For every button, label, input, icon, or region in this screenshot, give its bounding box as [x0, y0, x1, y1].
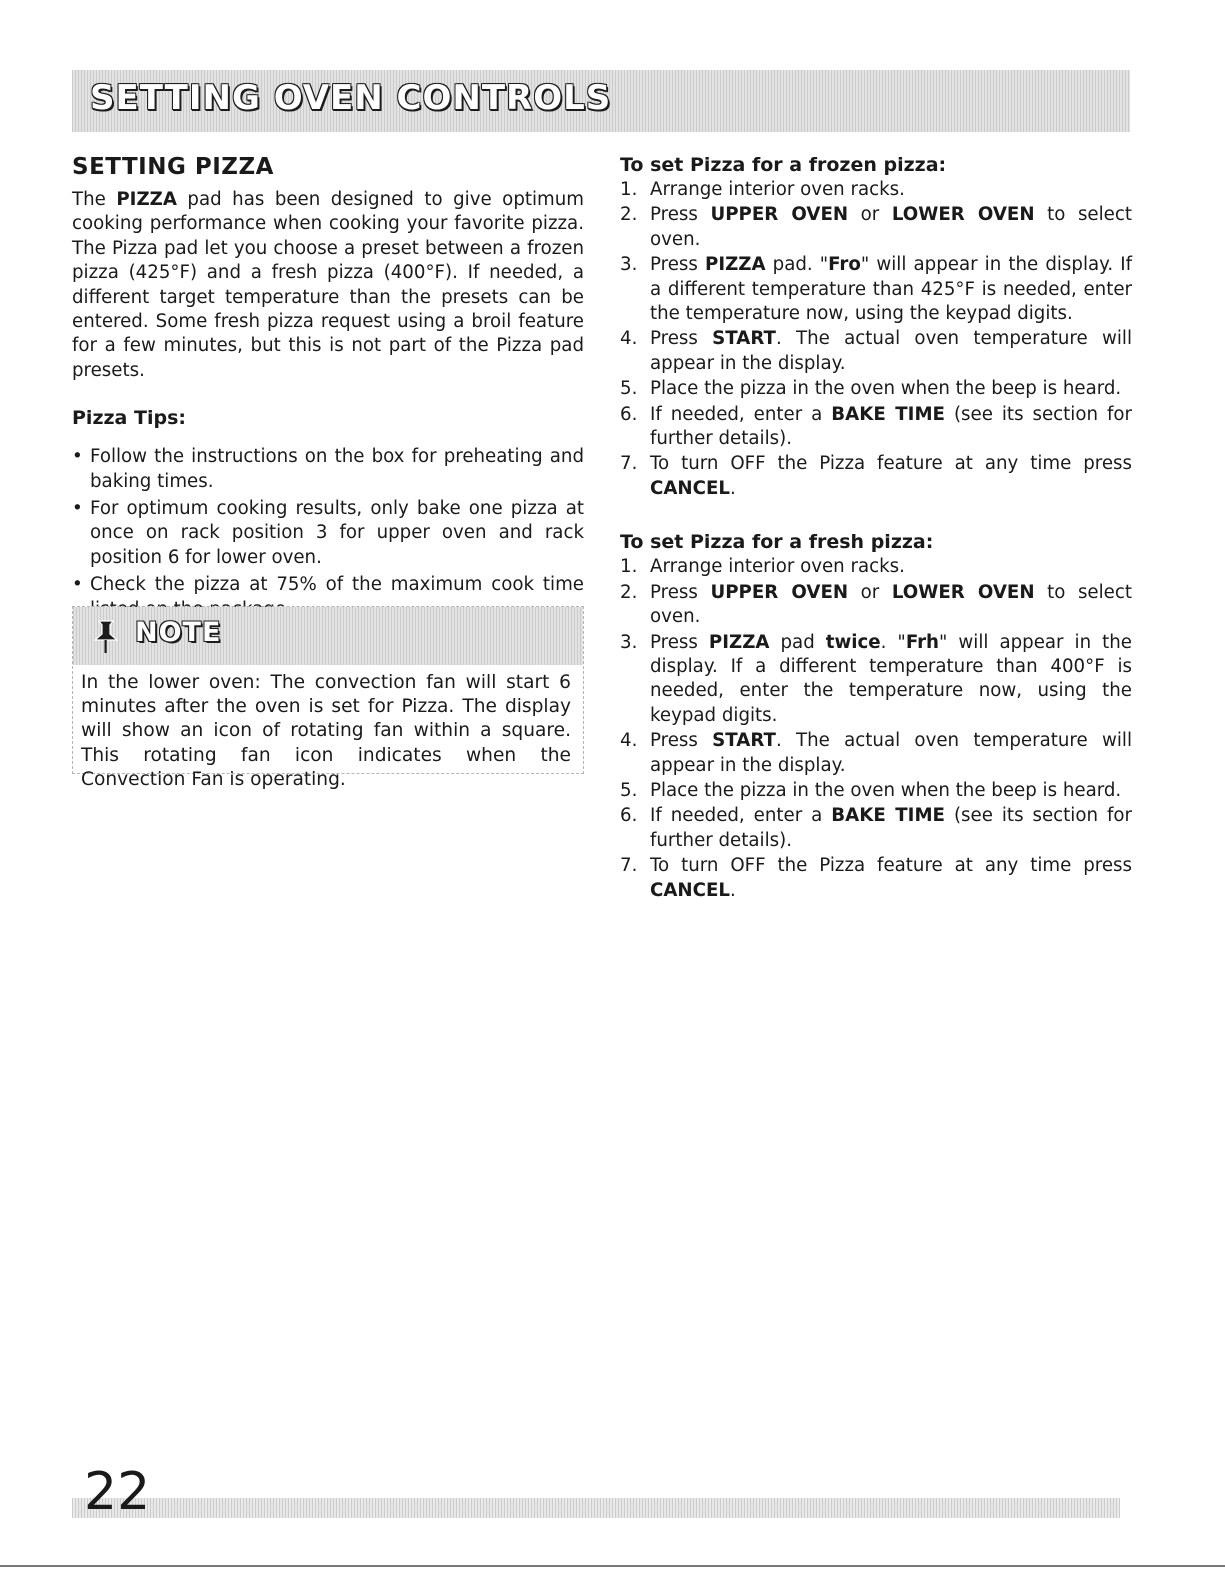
step-text: Press: [650, 254, 705, 276]
tip-item: • For optimum cooking results, only bake one pizza at once on rack position 3 for upper oven and rack position 6 for lower oven.: [72, 497, 584, 570]
bake-time-key: BAKE TIME: [831, 403, 945, 425]
note-box: [72, 606, 584, 790]
step-text: pad. ": [765, 254, 829, 276]
step-text: or: [848, 204, 892, 226]
step-text: . ": [880, 631, 906, 653]
step-text: Place the pizza in the oven when the beep is heard.: [650, 378, 1122, 400]
step-number: 6.: [620, 805, 638, 827]
step-text: Press: [650, 581, 711, 603]
step-text: " will appear in the display. If a different temperature than 425°F is needed, enter the temperature now, using the keypad digits.: [650, 254, 1132, 325]
step-text: Place the pizza in the oven when the beep is heard.: [650, 779, 1122, 801]
step-number: 1.: [620, 179, 638, 200]
step-text: . The actual oven temperature will appear in the display.: [650, 328, 1132, 374]
step-text: To turn OFF the Pizza feature at any time press: [650, 855, 1132, 877]
step-number: 3.: [620, 631, 638, 653]
step-text: If needed, enter a: [650, 805, 832, 827]
page-number: 22: [84, 1462, 151, 1522]
display-code: Frh: [905, 631, 939, 653]
step-text: Arrange interior oven racks.: [650, 556, 905, 578]
step-text: to select oven.: [650, 204, 1132, 250]
step-text: or: [848, 581, 892, 603]
lower-oven-key: LOWER OVEN: [891, 204, 1035, 226]
tips-list: [72, 445, 584, 622]
step-item: [620, 377, 1132, 401]
note-header: [73, 607, 583, 665]
cancel-key: CANCEL: [650, 477, 731, 499]
left-column: [72, 152, 584, 625]
header-banner: [72, 70, 1130, 132]
lower-oven-key: LOWER OVEN: [891, 581, 1035, 603]
step-item: [620, 203, 1132, 252]
start-key: START: [712, 328, 776, 350]
tip-item: • Follow the instructions on the box for preheating and baking times.: [72, 445, 584, 494]
step-item: [620, 327, 1132, 376]
step-number: 4.: [620, 328, 638, 350]
step-text: Press: [650, 204, 711, 226]
start-key: START: [712, 730, 776, 752]
step-item: [620, 403, 1132, 452]
step-text: " will appear in the display. If a different temperature than 400°F is needed, enter the temperature now, using the keypad digits.: [650, 631, 1132, 726]
step-text: .: [730, 477, 736, 499]
step-text: to select oven.: [650, 581, 1132, 628]
section-heading: SETTING PIZZA: [72, 154, 274, 180]
tips-heading: Pizza Tips:: [72, 407, 186, 430]
upper-oven-key: UPPER OVEN: [710, 204, 849, 226]
pushpin-icon: [91, 619, 121, 659]
step-item: [620, 779, 1132, 803]
footer-bar: [72, 1498, 1120, 1518]
step-number: 2.: [620, 581, 638, 603]
fresh-steps: [620, 555, 1132, 903]
bottom-rule: [0, 1565, 1225, 1567]
step-number: 1.: [620, 556, 638, 578]
step-item: [620, 804, 1132, 853]
upper-oven-key: UPPER OVEN: [710, 581, 849, 603]
page-title: SETTING OVEN CONTROLS: [90, 78, 612, 118]
step-item: [620, 555, 1132, 579]
step-item: [620, 631, 1132, 729]
step-item: [620, 581, 1132, 630]
step-number: 3.: [620, 254, 638, 276]
step-item: [620, 854, 1132, 903]
step-text: To turn OFF the Pizza feature at any time press: [650, 453, 1132, 475]
step-text: Press: [650, 730, 713, 752]
pizza-pad-label: PIZZA: [116, 189, 177, 210]
step-item: [620, 253, 1132, 326]
step-number: 5.: [620, 378, 638, 400]
step-text: . The actual oven temperature will appear in the display.: [650, 730, 1132, 776]
frozen-steps: [620, 178, 1132, 501]
step-text: pad: [769, 631, 826, 653]
step-number: 7.: [620, 855, 638, 877]
cancel-key: CANCEL: [650, 879, 731, 901]
step-text: (see its section for further details).: [650, 805, 1133, 851]
step-number: 2.: [620, 204, 638, 226]
step-item: [620, 178, 1132, 202]
step-item: [620, 452, 1132, 501]
step-number: 7.: [620, 453, 638, 475]
intro-post: pad has been designed to give optimum cooking performance when cooking your favorite pizza. The Pizza pad let you choose a preset between a frozen pizza (425°F) and a fresh pizza (400°F). If needed, a different target temperature than the presets can be entered. Some fresh pizza request using a broil feature for a few minutes, but this is not part of the Pizza pad presets.: [72, 189, 585, 381]
tip-item: • Check the pizza at 75% of the maximum cook time: [72, 573, 584, 622]
intro-pre: The: [72, 189, 117, 210]
pizza-key: PIZZA: [704, 254, 766, 276]
step-number: 4.: [620, 730, 638, 752]
note-text: In the lower oven: The convection fan will start 6 minutes after the oven is set for Pizza. The display will show an icon of rotating fan within a square. This rotating fan icon indicates when the Convection Fan is operating.: [81, 672, 571, 790]
bake-time-key: BAKE TIME: [831, 805, 945, 827]
fresh-heading: To set Pizza for a fresh pizza:: [620, 531, 934, 554]
step-text: If needed, enter a: [650, 403, 832, 425]
step-text: (see its section for further details).: [650, 403, 1133, 450]
step-number: 6.: [620, 403, 638, 425]
step-text: Press: [650, 631, 709, 653]
step-text: .: [730, 879, 736, 901]
step-item: [620, 729, 1132, 778]
pizza-key: PIZZA: [708, 631, 770, 653]
intro-paragraph: [72, 188, 584, 383]
step-text: Press: [650, 328, 713, 350]
note-title: NOTE: [135, 617, 222, 648]
step-text: Arrange interior oven racks.: [650, 179, 905, 200]
display-code: Fro: [828, 254, 861, 276]
right-column: [620, 152, 1132, 904]
frozen-heading: To set Pizza for a frozen pizza:: [620, 154, 947, 176]
twice-label: twice: [825, 631, 881, 653]
step-number: 5.: [620, 779, 638, 801]
